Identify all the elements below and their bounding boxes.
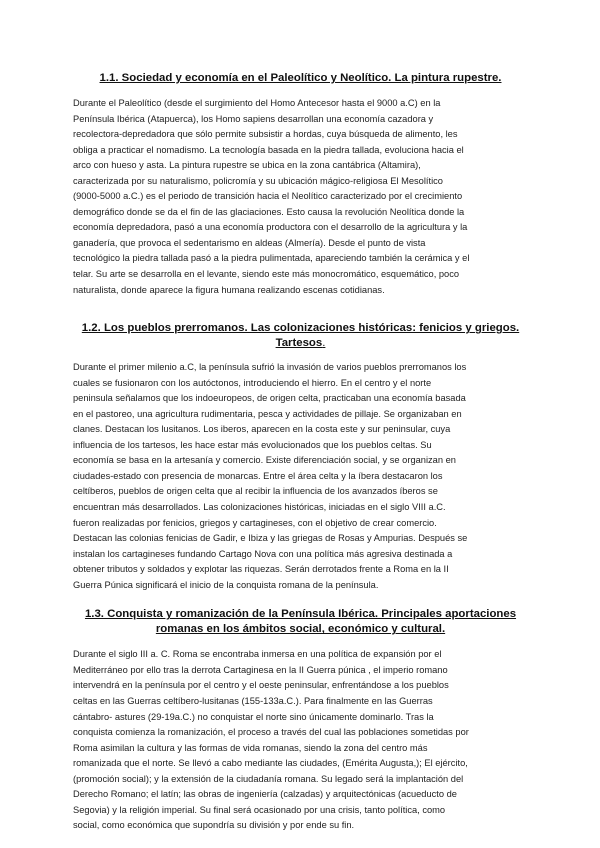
text-line: economía se basa en la artesanía y comercio. Existe diferenciación social, y se organizan en — [73, 455, 456, 466]
text-line: en el pastoreo, una agricultura rudimentaria, pesca y actividades de pillaje. Se organizaban en — [73, 408, 462, 419]
text-line: economía depredadora, pasó a una economía productora con el desarrollo de la agricultura y la — [73, 222, 468, 233]
text-line: Mediterráneo por ello tras la derrota Cartaginesa en la II Guerra púnica , el imperio romano — [73, 664, 448, 675]
text-line: clanes. Destacan los lusitanos. Los iberos, aparecen en la costa este y sur peninsular, cuya — [73, 424, 451, 435]
text-line: ganadería, que provoca el sedentarismo en aldeas (Almería). Desde el punto de vista — [73, 237, 426, 248]
text-line: cuales se fusionaron con los autóctonos, introduciendo el hierro. En el centro y el norte — [73, 377, 432, 388]
text-line: Durante el primer milenio a.C, la península sufrió la invasión de varios pueblos prerromanos los — [73, 362, 467, 373]
text-line: fueron realizadas por fenicios, griegos y cartagineses, con el objetivo de crear comercio. — [73, 517, 437, 528]
section-body-romanizacion — [73, 647, 528, 834]
text-line: Derecho Romano; el latín; las obras de ingeniería (calzadas) y arquitectónicas (acueducto de — [73, 789, 457, 800]
text-line: Guerra Púnica significará el inicio de la conquista romana de la península. — [73, 579, 379, 590]
text-line: obliga a practicar el nomadismo. La tecnología basada en la piedra tallada, evoluciona hacia el — [73, 144, 464, 155]
text-line: influencia de los tartesos, les hace estar más evolucionados que los pueblos celtas. Su — [73, 439, 432, 450]
text-line: Roma asimilan la cultura y las formas de vida romanas, siendo la zona del centro más — [73, 742, 428, 753]
text-line: peninsula señalamos que los indoeuropeos, de origen celta, practicaban una economía basada — [73, 393, 466, 404]
text-line: conquista comienza la romanización, el proceso a través del cual las poblaciones sometidas por — [73, 727, 469, 738]
text-line: tecnológico la piedra tallada pasó a la piedra pulimentada, apareciendo también la cerámica y el — [73, 253, 470, 264]
text-line: intervendrá en la península por el centro y el oeste peninsular, enfrentándose a los pueblos — [73, 680, 449, 691]
text-line: recolectora-depredadora que sólo permite subsistir a hordas, cuya búsqueda de alimento, les — [73, 129, 458, 140]
text-line: (promoción social); y la extensión de la ciudadanía romana. Su legado será la implantación del — [73, 773, 464, 784]
section-heading-paleolitico: 1.1. Sociedad y economía en el Paleolítico y Neolítico. La pintura rupestre. — [99, 72, 502, 84]
text-line: Destacan las colonias fenicias de Gadir, e Ibiza y las griegas de Rosas y Ampurias. Después se — [73, 533, 468, 544]
text-line: celtas en las Guerras celtíbero-lusitanas (155-133a.C.). Para finalmente en las Guerras — [73, 695, 433, 706]
text-line: cántabro- astures (29-19a.C.) no conquistar el norte sino únicamente dominarlo. Tras la — [73, 711, 434, 722]
text-line: encuentran más desarrollados. Las colonizaciones históricas, iniciadas en el siglo VIII a.C. — [73, 502, 446, 513]
text-line: arco con hueso y asta. La pintura rupestre se ubica en la zona cantábrica (Altamira), — [73, 160, 421, 171]
text-line: romanizada que el norte. Se llevó a cabo mediante las ciudades, (Emérita Augusta,); El ejército, — [73, 758, 468, 769]
text-line: Península Ibérica (Atapuerca), los Homo sapiens desarrollan una economía cazadora y — [73, 113, 434, 124]
text-line: social, como económica que supondría su división y por ende su fin. — [73, 820, 355, 831]
text-line: (9000-5000 a.C.) es el periodo de transición hacia el Neolítico caracterizado por el crecimiento — [73, 191, 463, 202]
section-body-paleolitico — [73, 96, 528, 298]
section-body-prerromanos — [73, 360, 528, 593]
text-line: demográfico donde se da el fin de las glaciaciones. Esto causa la revolución Neolítica donde la — [73, 206, 465, 217]
text-line: telar. Su arte se desarrolla en el levante, siendo este más monocromático, esquemático, poco — [73, 269, 460, 280]
text-line: instalan los cartagineses fundando Cartago Nova con una política más agresiva destinada a — [73, 548, 453, 559]
text-line: ciudades-estado con presencia de monarcas. Entre el área celta y la íbera destacaron los — [73, 470, 443, 481]
heading-tail: . — [322, 337, 326, 350]
text-line: caracterizada por su naturalismo, policromía y su ubicación mágico-religiosa El Mesolítico — [73, 175, 443, 186]
section-heading-prerromanos: 1.2. Los pueblos prerromanos. Las colonizaciones históricas: fenicios y griegos. Tartesos. — [81, 322, 520, 350]
text-line: Durante el Paleolítico (desde el surgimiento del Homo Antecesor hasta el 9000 a.C) en la — [73, 98, 441, 108]
text-line: Durante el siglo III a. C. Roma se encontraba inmersa en una política de expansión por el — [73, 649, 442, 660]
text-line: naturalista, donde aparece la figura humana realizando escenas cotidianas. — [73, 284, 385, 295]
text-line: Segovia) y la religión imperial. Su final será ocasionado por una crisis, tanto política, como — [73, 804, 446, 815]
section-heading-romanizacion: 1.3. Conquista y romanización de la Península Ibérica. Principales aportaciones romanas en los ámbitos social, económico y cultural. — [84, 608, 517, 636]
text-line: obtener tributos y soldados y explotar las riquezas. Serán derrotados frente a Roma en la II — [73, 564, 449, 575]
text-line: celtíberos, pueblos de origen celta que al recibir la influencia de los avanzados íberos se — [73, 486, 438, 497]
